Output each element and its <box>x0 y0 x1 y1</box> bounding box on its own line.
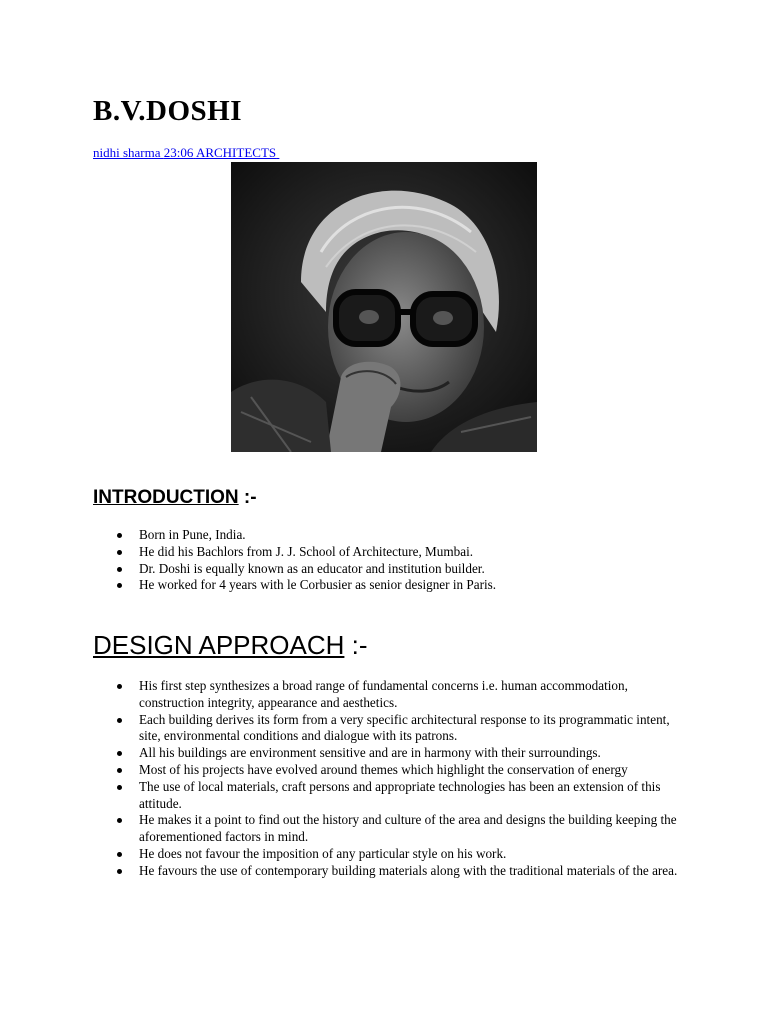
design-approach-list <box>93 678 683 880</box>
list-item: Born in Pune, India. <box>93 527 683 544</box>
list-item: All his buildings are environment sensitive and are in harmony with their surroundings. <box>93 745 683 762</box>
introduction-heading-text: INTRODUCTION <box>93 487 239 508</box>
byline <box>93 144 279 162</box>
list-item: Most of his projects have evolved around themes which highlight the conservation of energy <box>93 762 683 779</box>
category-link[interactable]: ARCHITECTS <box>195 145 277 160</box>
list-item: The use of local materials, craft persons and appropriate technologies has been an extension of this attitude. <box>93 779 683 813</box>
introduction-heading-suffix: :- <box>238 487 257 508</box>
design-approach-heading <box>93 627 368 663</box>
list-item: He did his Bachlors from J. J. School of Architecture, Mumbai. <box>93 544 683 561</box>
introduction-list <box>93 527 683 594</box>
page-title: B.V.DOSHI <box>93 95 243 127</box>
list-item: He does not favour the imposition of any particular style on his work. <box>93 846 683 863</box>
author-link[interactable]: nidhi sharma <box>93 145 161 160</box>
list-item: He makes it a point to find out the history and culture of the area and designs the building keeping the aforementioned factors in mind. <box>93 812 683 846</box>
post-time-link[interactable]: 23:06 <box>163 145 194 160</box>
list-item: Each building derives its form from a very specific architectural response to its programmatic intent, site, environmental conditions and dialogue with its patrons. <box>93 712 683 746</box>
list-item: Dr. Doshi is equally known as an educator and institution builder. <box>93 561 683 578</box>
portrait-photo <box>231 162 537 452</box>
list-item: He favours the use of contemporary building materials along with the traditional materials of the area. <box>93 863 683 880</box>
design-approach-heading-suffix: :- <box>344 630 368 660</box>
design-approach-heading-text: DESIGN APPROACH <box>93 630 345 660</box>
introduction-heading <box>93 484 257 512</box>
list-item: He worked for 4 years with le Corbusier as senior designer in Paris. <box>93 577 683 594</box>
list-item: His first step synthesizes a broad range of fundamental concerns i.e. human accommodation, construction integrity, appearance and aesthetics. <box>93 678 683 712</box>
